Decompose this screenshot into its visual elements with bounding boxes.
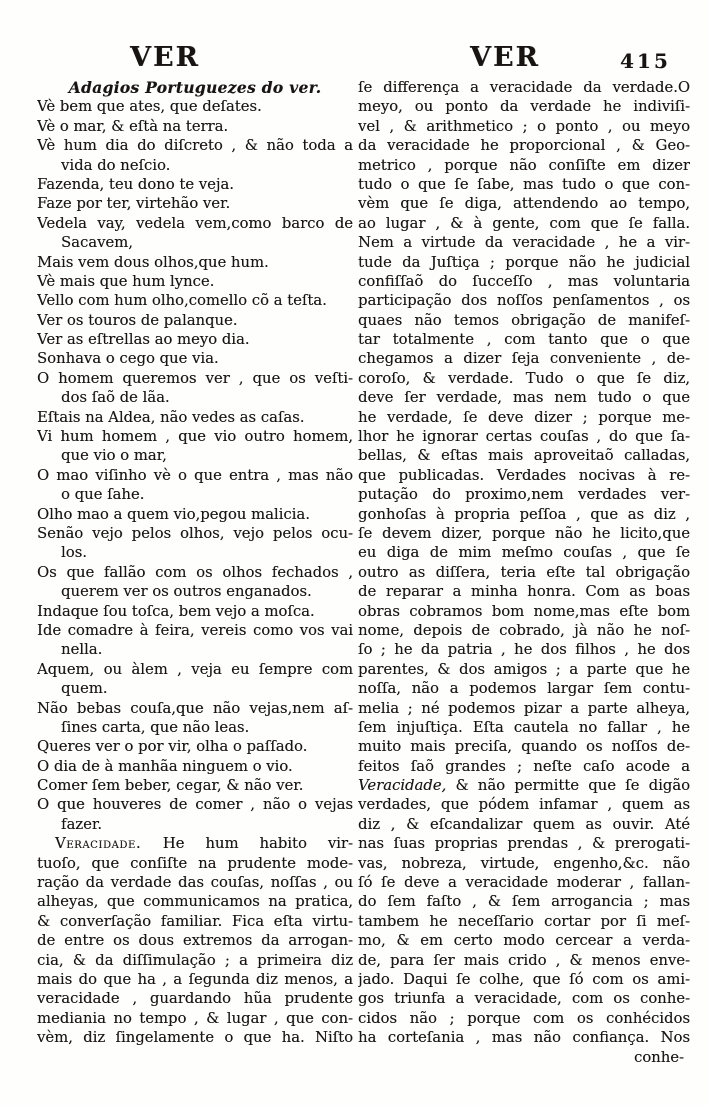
text-line: ao lugar , & à gente, com que ſe falla. [358, 214, 690, 232]
text-line: mais do que ha , a ſegunda diz menos, a [37, 970, 353, 988]
text-line: o que ſahe. [61, 486, 145, 504]
text-line: eu diga de mim meſmo couſas , que ſe [358, 544, 690, 562]
text-line: ſó ſe deve a veracidade moderar , fallan- [358, 874, 690, 892]
text-line: cidos não ; porque com os conhécidos [358, 1009, 690, 1027]
text-line: Faze por ter, virtehão ver. [37, 195, 231, 213]
text-line: ſines carta, que não leas. [61, 718, 250, 736]
text-line: nas ſuas proprias prendas , & prerogati- [358, 835, 690, 853]
running-head-left: VER [130, 42, 200, 73]
text-line: ſo ; he da patria , he dos filhos , he dos [358, 641, 690, 659]
text-line: tude da Juſtiça ; porque não he judicial [358, 253, 690, 271]
text-line: Fazenda, teu dono te veja. [37, 175, 234, 193]
text-line: Os que fallão com os olhos fechados , [37, 563, 353, 581]
text-line: parentes, & dos amigos ; a parte que he [358, 660, 690, 678]
text-line: feitos ſaõ grandes ; neſte caſo acode a [358, 757, 690, 775]
text-line: da veracidade he proporcional , & Geo- [358, 137, 690, 155]
text-line: tar totalmente , com tanto que o que [358, 331, 690, 349]
text-line: O mao viſinho vè o que entra , mas não [37, 466, 353, 484]
text-line: Senão vejo pelos olhos, vejo pelos ocu- [37, 524, 353, 542]
text-line: muito mais preciſa, quando os noſſos de- [358, 738, 690, 756]
text-line: bellas, & eſtas mais aproveitaõ calladas, [358, 447, 690, 465]
text-line: vas, nobreza, virtude, engenho,&c. não [358, 854, 690, 872]
text-line: vèm, diz ſingelamente o que ha. Niſto [37, 1029, 353, 1047]
text-line: Sonhava o cego que via. [37, 350, 219, 368]
text-line: los. [61, 544, 87, 562]
text-line: nome, depois de cobrado, jà não he noſ- [358, 621, 690, 639]
text-line: Eſtais na Aldea, não vedes as caſas. [37, 408, 305, 426]
text-line: vèm que ſe diga, attendendo ao tempo, [358, 195, 690, 213]
text-line: do ſem faſto , & ſem arrogancia ; mas [358, 893, 690, 911]
text-line: noſſa, não a podemos largar ſem contu- [358, 680, 690, 698]
text-line: metrico , porque não conſiſte em dizer [358, 156, 690, 174]
text-line: Ide comadre à feira, vereis como vos vai [37, 621, 353, 639]
text-line: he verdade, ſe deve dizer ; porque me- [358, 408, 690, 426]
text-line: nella. [61, 641, 103, 659]
text-line: ſe devem dizer, porque não he licito,que [358, 524, 690, 542]
text-line: gonhoſas à propria peſſoa , que as diz , [358, 505, 690, 523]
text-line: diz , & eſcandalizar quem as ouvir. Até [358, 815, 690, 833]
text-line: Vedela vay, vedela vem,como barco de [37, 214, 353, 232]
text-line: deve ſer verdade, mas nem tudo o que [358, 389, 690, 407]
text-line: Vi hum homem , que vio outro homem, [37, 428, 353, 446]
text-line: jado. Daqui ſe colhe, que ſó com os ami- [358, 970, 690, 988]
left-column [37, 78, 353, 1048]
lead-word: Veracidade. [55, 835, 163, 853]
text-line: fazer. [61, 815, 103, 833]
text-line: que publicadas. Verdades nocivas à re- [358, 466, 690, 484]
text-line: Vello com hum olho,comello cõ a teſta. [37, 292, 327, 310]
text-line: Adagios Portuguezes do ver. [68, 78, 322, 97]
text-line: & converſação familiar. Fica eſta virtu- [37, 912, 353, 930]
text-line: querem ver os outros enganados. [61, 583, 312, 601]
text-line: Ver os touros de palanque. [37, 311, 238, 329]
text-line: participação dos noſſos penſamentos , os [358, 292, 690, 310]
text-line: Vè hum dia do diſcreto , & não toda a [37, 137, 353, 155]
text-line: Comer ſem beber, cegar, & não ver. [37, 777, 304, 795]
text-line: vel , & arithmetico ; o ponto , ou meyo [358, 117, 690, 135]
text-line: Sacavem, [61, 234, 133, 252]
text-line: de entre os dous extremos da arrogan- [37, 932, 353, 950]
text-line: Vè o mar, & eſtà na terra. [37, 117, 229, 135]
text-line: mo, & em certo modo cercear a verda- [358, 932, 690, 950]
text-line: O que houveres de comer , não o vejas [37, 796, 353, 814]
text-line: outro as diſſera, teria eſte tal obrigação [358, 563, 690, 581]
text-line: ſem injuſtiça. Eſta cautela no fallar , he [358, 718, 690, 736]
lead-word: Veracidade, [358, 777, 456, 795]
text-line: lhor he ignorar certas couſas , do que ſa- [358, 428, 690, 446]
page-number: 415 [620, 49, 671, 73]
text-line: quaes não temos obrigação de manifeſ- [358, 311, 690, 329]
text-line: alheyas, que communicamos na pratica, [37, 893, 353, 911]
running-head-right: VER [470, 42, 540, 73]
text-line: putação do proximo,nem verdades ver- [358, 486, 690, 504]
text-line: verdades, que pódem infamar , quem as [358, 796, 690, 814]
text-line: vida do neſcio. [61, 156, 171, 174]
text-line: Aquem, ou àlem , veja eu ſempre com [37, 660, 353, 678]
text-line: Vè mais que hum lynce. [37, 272, 215, 290]
text-line: Nem a virtude da veracidade , he a vir- [358, 234, 690, 252]
text-line: Indaque ſou toſca, bem vejo a moſca. [37, 602, 315, 620]
text-line: de reparar a minha honra. Com as boas [358, 583, 690, 601]
text-line: mediania no tempo , & lugar , que con- [37, 1009, 353, 1027]
right-column [358, 78, 690, 1067]
text-line: Veracidade, & não permitte que ſe digão [358, 777, 690, 795]
text-line: dos ſaõ de lãa. [61, 389, 170, 407]
text-line: Mais vem dous olhos,que hum. [37, 253, 269, 271]
text-line: tambem he neceſſario cortar por ſi meſ- [358, 912, 690, 930]
right-column-lines [358, 78, 690, 1048]
text-line: ha corteſania , mas não confiança. Nos [358, 1029, 690, 1047]
text-line: gos triunfa a veracidade, com os conhe- [358, 990, 690, 1008]
text-line: cia, & da diſſimulação ; a primeira diz [37, 951, 353, 969]
text-line: veracidade , guardando hũa prudente [37, 990, 353, 1008]
text-line: meyo, ou ponto da verdade he indiviſi- [358, 98, 690, 116]
text-line: Não bebas couſa,que não vejas,nem aſ- [37, 699, 353, 717]
text-line: melia ; né podemos pizar a parte alheya, [358, 699, 690, 717]
text-line: tuoſo, que conſiſte na prudente mode- [37, 854, 353, 872]
text-line: coroſo, & verdade. Tudo o que ſe diz, [358, 369, 690, 387]
text-line: chegamos a dizer ſeja conveniente , de- [358, 350, 690, 368]
text-line: Ver as eſtrellas ao meyo dia. [37, 331, 250, 349]
text-line: quem. [61, 680, 108, 698]
text-line: tudo o que ſe ſabe, mas tudo o que con- [358, 175, 690, 193]
text-line: que vio o mar, [61, 447, 167, 465]
text-line: ſe differença a veracidade da verdade.O [358, 79, 690, 96]
text-line: Olho mao a quem vio,pegou malicia. [37, 505, 310, 523]
catchword: conhe- [633, 1048, 684, 1066]
text-line: Vè bem que ates, que deſates. [37, 98, 262, 116]
text-line: Veracidade. He hum habito vir- [55, 835, 353, 853]
text-line: ração da verdade das couſas, noſſas , ou [37, 874, 353, 892]
text-line: O homem queremos ver , que os veſti- [37, 369, 353, 387]
text-line: O dia de à manhãa ninguem o vio. [37, 757, 293, 775]
text-line: confiſſaõ do ſucceſſo , mas voluntaria [358, 272, 690, 290]
text-line: de, para ſer mais crido , & menos enve- [358, 951, 690, 969]
text-line: Queres ver o por vir, olha o paſſado. [37, 738, 308, 756]
text-line: obras cobramos bom nome,mas eſte bom [358, 602, 690, 620]
